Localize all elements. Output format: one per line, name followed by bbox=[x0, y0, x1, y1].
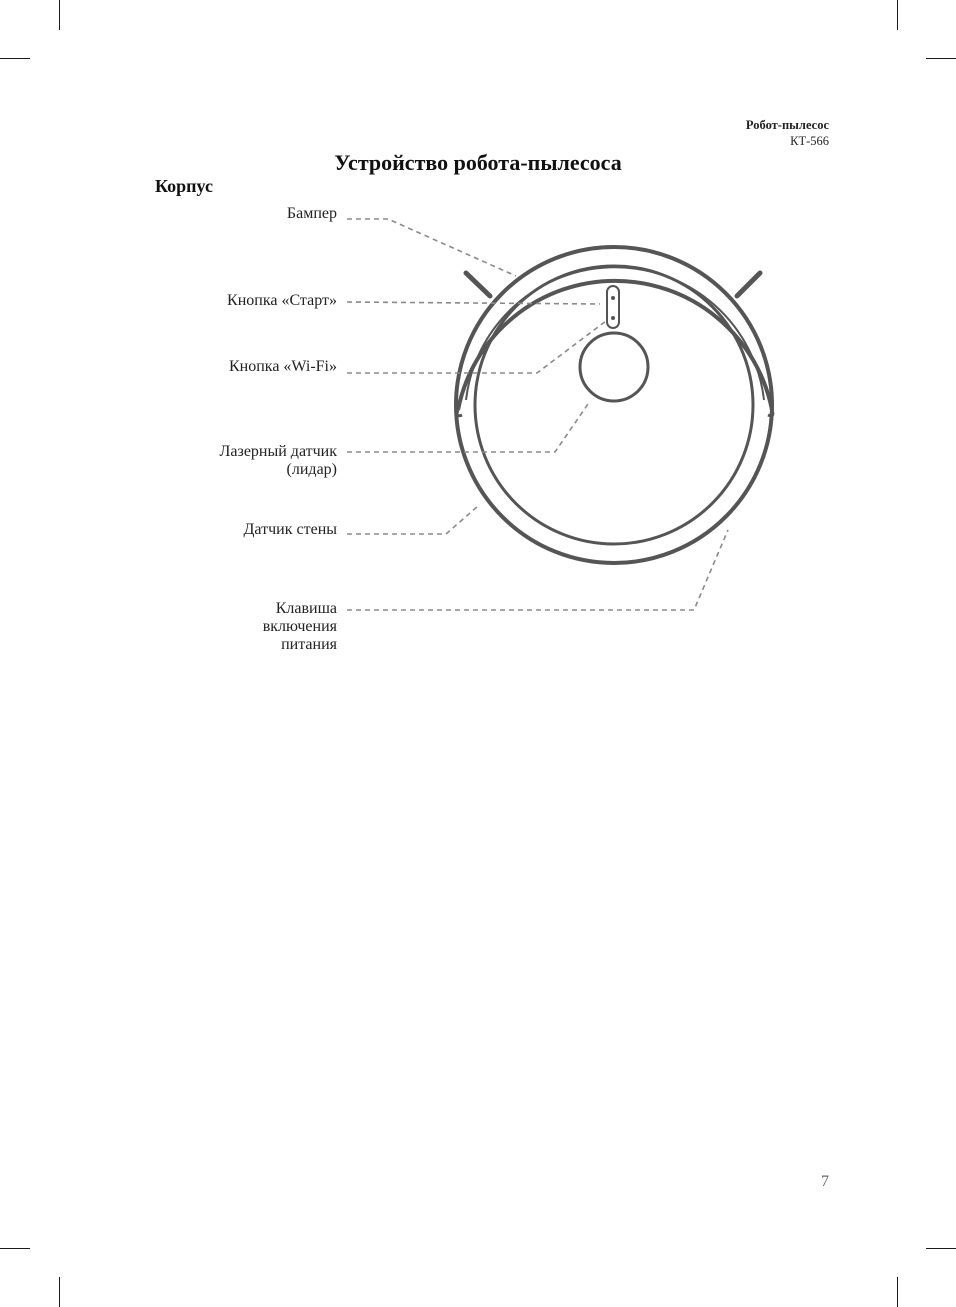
header-model: КТ-566 bbox=[790, 134, 829, 148]
wifi-button-dot bbox=[611, 316, 615, 320]
label-bumper-text: Бампер bbox=[286, 205, 337, 222]
label-lidar-line2: (лидар) bbox=[286, 461, 337, 478]
label-wifi-button bbox=[229, 358, 337, 376]
label-power-line2: включения bbox=[262, 618, 337, 635]
label-wall-sensor-text: Датчик стены bbox=[243, 521, 337, 538]
label-power-line1: Клавиша bbox=[275, 600, 337, 617]
leader-bumper bbox=[347, 219, 516, 276]
header-product: Робот-пылесос bbox=[745, 118, 829, 132]
label-bumper bbox=[287, 205, 337, 223]
leader-wall-sensor bbox=[347, 506, 478, 534]
crop-mark bbox=[59, 1277, 60, 1307]
label-wall-sensor bbox=[244, 521, 337, 539]
label-lidar bbox=[220, 443, 337, 479]
button-panel bbox=[607, 286, 619, 328]
side-brush-left bbox=[466, 273, 490, 296]
leader-start bbox=[347, 302, 600, 304]
crop-mark bbox=[897, 1277, 898, 1307]
crop-mark bbox=[926, 1248, 956, 1249]
body-outer bbox=[456, 247, 772, 563]
section-title: Корпус bbox=[155, 176, 213, 196]
label-lidar-line1: Лазерный датчик bbox=[219, 443, 337, 460]
page-title: Устройство робота-пылесоса bbox=[334, 150, 622, 175]
leader-lidar bbox=[347, 404, 588, 452]
label-power-line3: питания bbox=[281, 636, 337, 653]
page-number: 7 bbox=[821, 1173, 829, 1190]
bumper-outline bbox=[458, 281, 772, 410]
start-button-dot bbox=[611, 296, 615, 300]
label-start-button bbox=[227, 292, 337, 310]
label-power-key bbox=[263, 600, 337, 654]
lidar-tower bbox=[580, 333, 648, 401]
side-brush-right bbox=[737, 273, 760, 296]
crop-mark bbox=[0, 1248, 30, 1249]
label-wifi-button-text: Кнопка «Wi-Fi» bbox=[228, 358, 337, 375]
label-start-button-text: Кнопка «Старт» bbox=[227, 292, 337, 309]
top-cover bbox=[475, 266, 753, 544]
